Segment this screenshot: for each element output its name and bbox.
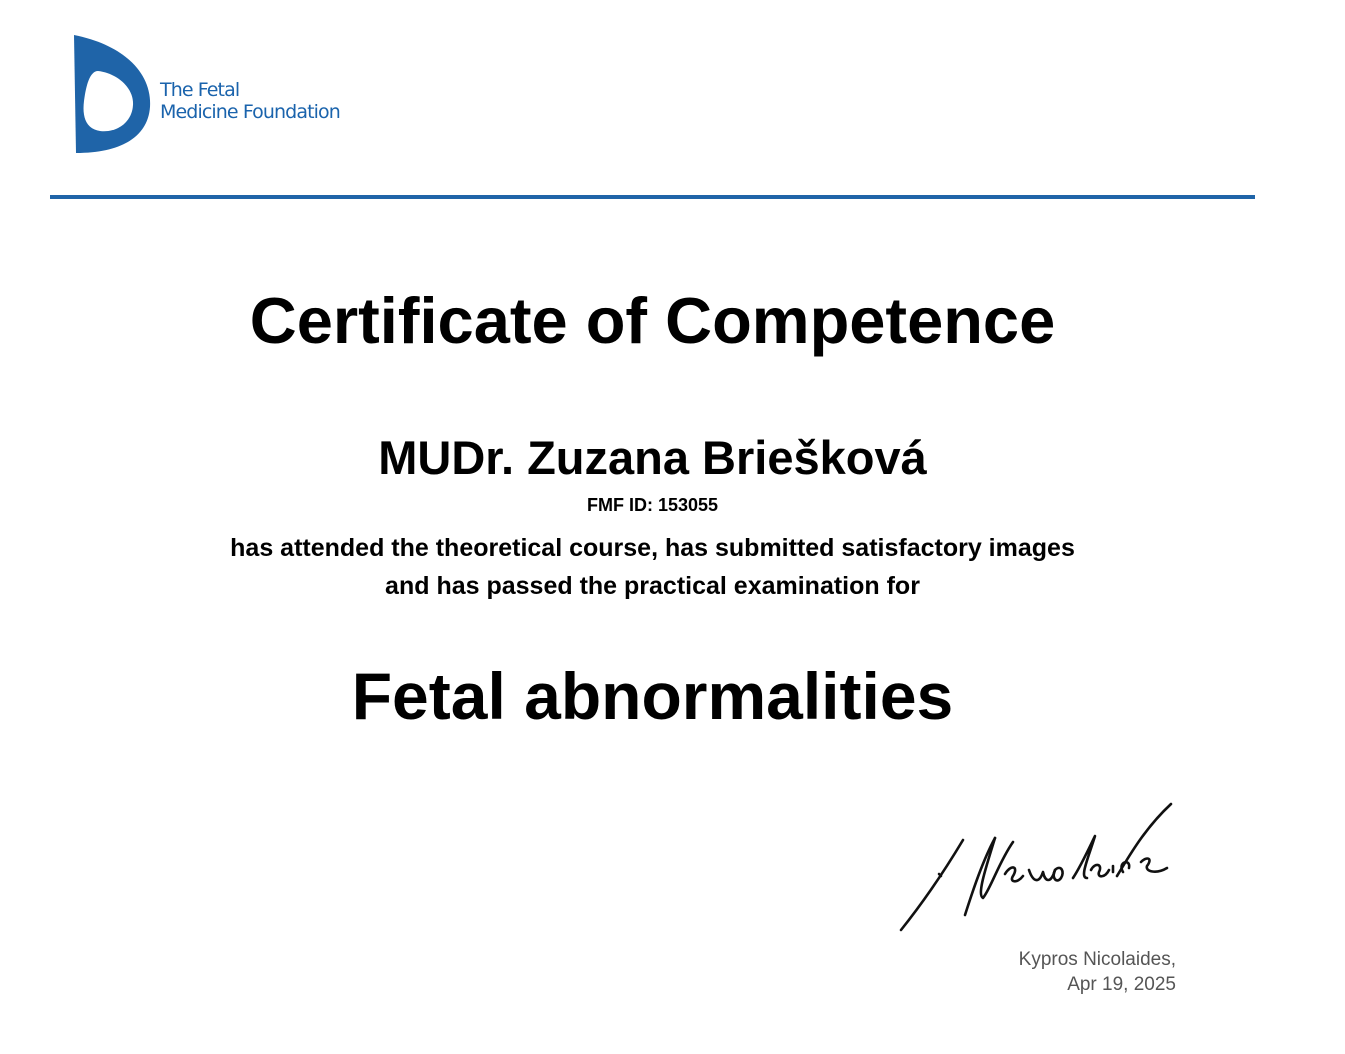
fmf-id: FMF ID: 153055 bbox=[586, 495, 719, 515]
signatory-name: Kypros Nicolaides, bbox=[1018, 949, 1176, 970]
fmf-logo-mark bbox=[72, 35, 152, 155]
logo-line-1: The Fetal bbox=[160, 79, 240, 101]
recipient-name: MUDr. Zuzana Briešková bbox=[378, 431, 927, 484]
certificate-title: Certificate of Competence bbox=[249, 284, 1056, 357]
logo-line-2: Medicine Foundation bbox=[160, 101, 340, 123]
signature-date: Apr 19, 2025 bbox=[1067, 974, 1176, 995]
logo-wordmark bbox=[160, 79, 340, 123]
statement-line-2: and has passed the practical examination for bbox=[385, 572, 920, 600]
certificate-statement bbox=[0, 529, 1305, 605]
statement-line-1: has attended the theoretical course, has submitted satisfactory images bbox=[230, 534, 1075, 562]
signatory-block bbox=[1019, 947, 1176, 997]
fmf-logo bbox=[72, 35, 362, 157]
signature bbox=[895, 800, 1180, 935]
header-divider bbox=[50, 195, 1255, 199]
course-name: Fetal abnormalities bbox=[351, 659, 954, 733]
